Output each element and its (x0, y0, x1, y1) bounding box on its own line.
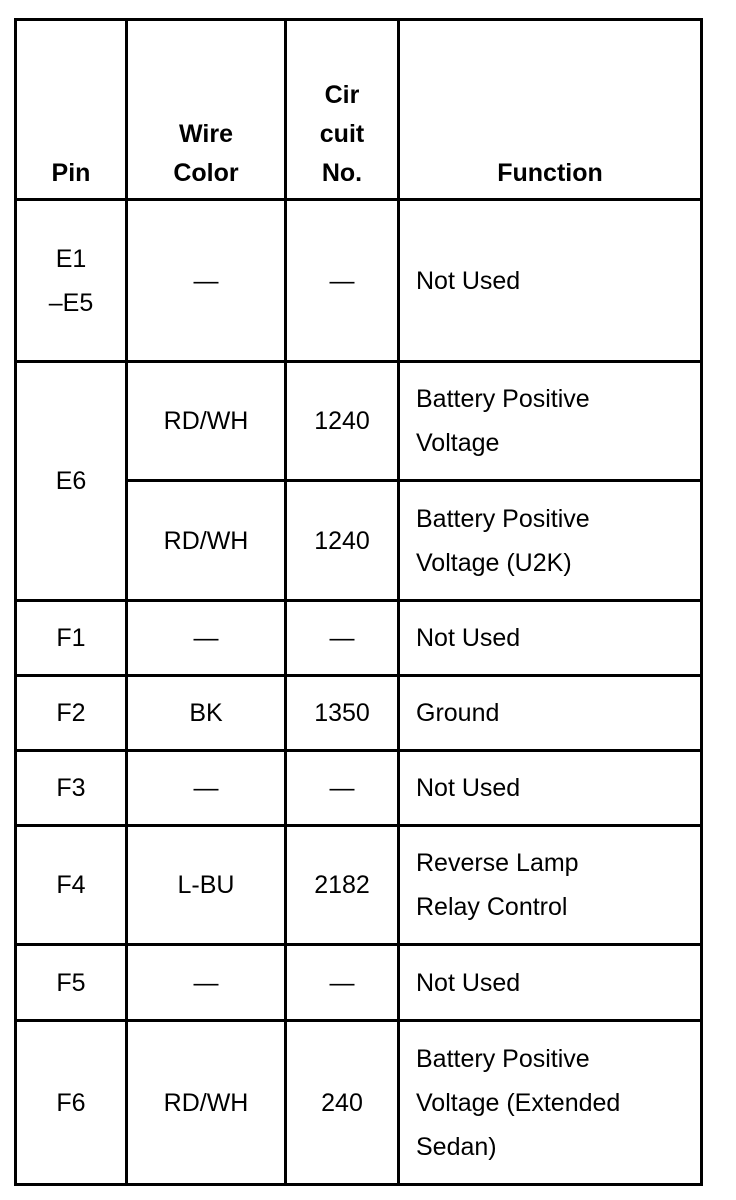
circuit-cell: 1240 (286, 481, 399, 601)
wire-color-cell: — (127, 200, 286, 362)
pin-cell: F5 (16, 945, 127, 1021)
wire-color-cell: BK (127, 676, 286, 751)
wire-color-cell: RD/WH (127, 1021, 286, 1185)
table-row (16, 200, 702, 362)
header-wire-color: Wire Color (127, 20, 286, 200)
pin-cell: F6 (16, 1021, 127, 1185)
circuit-cell: — (286, 945, 399, 1021)
function-cell: Reverse Lamp Relay Control (399, 826, 702, 945)
table-row (16, 945, 702, 1021)
function-cell: Battery Positive Voltage (Extended Sedan) (399, 1021, 702, 1185)
function-cell: Not Used (399, 200, 702, 362)
table-row (16, 676, 702, 751)
circuit-cell: 1350 (286, 676, 399, 751)
pin-cell: E1 –E5 (16, 200, 127, 362)
function-cell: Not Used (399, 601, 702, 676)
function-cell: Not Used (399, 945, 702, 1021)
connector-pinout-table (14, 18, 703, 1186)
wire-color-cell: — (127, 601, 286, 676)
pin-cell: E6 (16, 362, 127, 601)
function-cell: Battery Positive Voltage (U2K) (399, 481, 702, 601)
table-row (16, 362, 702, 481)
pin-cell: F3 (16, 751, 127, 826)
wire-color-cell: L-BU (127, 826, 286, 945)
table-row (16, 751, 702, 826)
circuit-cell: — (286, 200, 399, 362)
table-row (16, 601, 702, 676)
wire-color-cell: — (127, 945, 286, 1021)
function-cell: Ground (399, 676, 702, 751)
pin-cell: F2 (16, 676, 127, 751)
circuit-cell: 240 (286, 1021, 399, 1185)
table-row (16, 1021, 702, 1185)
header-row (16, 20, 702, 200)
function-cell: Not Used (399, 751, 702, 826)
circuit-cell: 1240 (286, 362, 399, 481)
header-function: Function (399, 20, 702, 200)
circuit-cell: 2182 (286, 826, 399, 945)
wire-color-cell: — (127, 751, 286, 826)
circuit-cell: — (286, 751, 399, 826)
header-circuit-no: Cir cuit No. (286, 20, 399, 200)
pin-cell: F1 (16, 601, 127, 676)
header-pin: Pin (16, 20, 127, 200)
wire-color-cell: RD/WH (127, 362, 286, 481)
pin-cell: F4 (16, 826, 127, 945)
wire-color-cell: RD/WH (127, 481, 286, 601)
table-row (16, 826, 702, 945)
function-cell: Battery Positive Voltage (399, 362, 702, 481)
circuit-cell: — (286, 601, 399, 676)
